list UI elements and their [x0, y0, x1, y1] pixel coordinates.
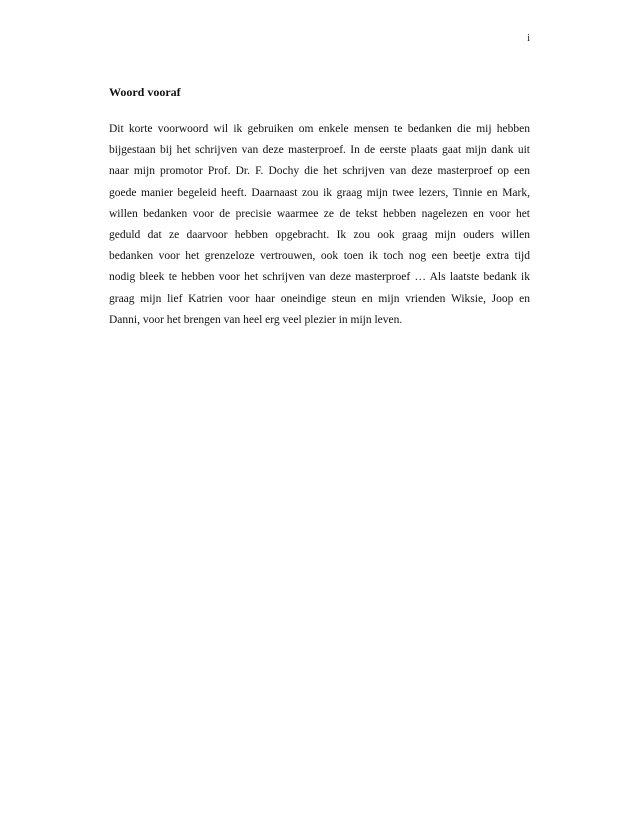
paragraph-line: nodig bleek te hebben voor het schrijven van deze masterproef … Als laatste bedank ik: [109, 271, 530, 284]
paragraph-line: naar mijn promotor Prof. Dr. F. Dochy die het schrijven van deze masterproef op een: [109, 165, 530, 178]
paragraph-line: willen bedanken voor de precisie waarmee ze de tekst hebben nagelezen en voor het: [109, 207, 530, 220]
page-number: i: [527, 33, 530, 44]
paragraph-line: bijgestaan bij het schrijven van deze masterproef. In de eerste plaats gaat mijn dank uit: [109, 144, 530, 157]
preface-paragraph: [109, 119, 530, 331]
paragraph-line: geduld dat ze daarvoor hebben opgebracht. Ik zou ook graag mijn ouders willen: [109, 229, 530, 242]
paragraph-line: Danni, voor het brengen van heel erg veel plezier in mijn leven.: [109, 313, 403, 326]
paragraph-line: graag mijn lief Katrien voor haar oneindige steun en mijn vrienden Wiksie, Joop en: [109, 292, 530, 305]
paragraph-line: goede manier begeleid heeft. Daarnaast zou ik graag mijn twee lezers, Tinnie en Mark,: [109, 186, 530, 199]
section-heading: Woord vooraf: [109, 85, 181, 99]
paragraph-line: bedanken voor het grenzeloze vertrouwen, ook toen ik toch nog een beetje extra tijd: [109, 250, 530, 263]
paragraph-line: Dit korte voorwoord wil ik gebruiken om enkele mensen te bedanken die mij hebben: [109, 123, 530, 135]
